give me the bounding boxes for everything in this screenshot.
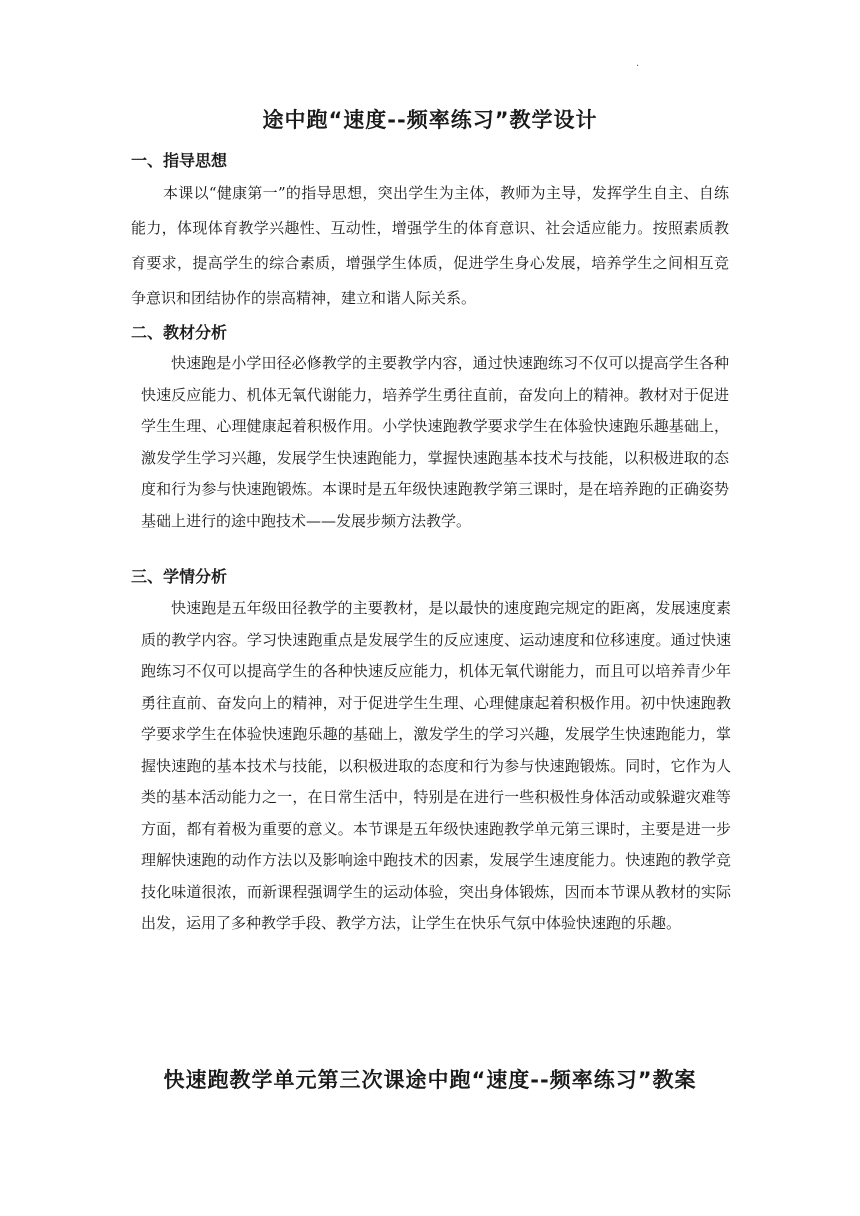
document-title: 途中跑“速度--频率练习”教学设计 (262, 108, 598, 132)
section-heading-guiding-ideology: 一、指导思想 (131, 151, 228, 170)
section-heading-material-analysis: 二、教材分析 (131, 323, 228, 342)
section-heading-student-analysis: 三、学情分析 (131, 567, 228, 586)
page-marker: . (636, 58, 640, 69)
section-paragraph-student-analysis: 快速跑是五年级田径教学的主要教材，是以最快的速度跑完规定的距离，发展速度素质的教学内容。学习快速跑重点是发展学生的反应速度、运动速度和位移速度。通过快速跑练习不仅可以提高学生的各种快速反应能力，机体无氧代谢能力，而且可以培养青少年勇往直前、奋发向上的精神，对于促进学生生理、心理健康起着积极作用。初中快速跑教学要求学生在体验快速跑乐趣的基础上，激发学生的学习兴趣，发展学生快速跑能力，掌握快速跑的基本技术与技能，以积极进取的态度和行为参与快速跑锻炼。同时，它作为人类的基本活动能力之一，在日常生活中，特别是在进行一些积极性身体活动或躲避灾难等方面，都有着极为重要的意义。本节课是五年级快速跑教学单元第三课时，主要是进一步理解快速跑的动作方法以及影响途中跑技术的因素，发展学生速度能力。快速跑的教学竞技化味道很浓，而新课程强调学生的运动体验，突出身体锻炼，因而本节课从教材的实际出发，运用了多种教学手段、教学方法，让学生在快乐气氛中体验快速跑的乐趣。 (141, 599, 731, 932)
section-paragraph-guiding-ideology: 本课以“健康第一”的指导思想，突出学生为主体，教师为主导，发挥学生自主、自练能力，体现体育教学兴趣性、互动性，增强学生的体育意识、社会适应能力。按照素质教育要求，提高学生的综合素质，增强学生体质，促进学生身心发展，培养学生之间相互竞争意识和团结协作的崇高精神，建立和谐人际关系。 (131, 184, 729, 307)
lesson-plan-title: 快速跑教学单元第三次课途中跑“速度--频率练习”教案 (163, 1068, 697, 1092)
section-paragraph-material-analysis: 快速跑是小学田径必修教学的主要教学内容，通过快速跑练习不仅可以提高学生各种快速反应能力、机体无氧代谢能力，培养学生勇往直前，奋发向上的精神。教材对于促进学生生理、心理健康起着积极作用。小学快速跑教学要求学生在体验快速跑乐趣基础上，激发学生学习兴趣，发展学生快速跑能力，掌握快速跑基本技术与技能，以积极进取的态度和行为参与快速跑锻炼。本课时是五年级快速跑教学第三课时，是在培养跑的正确姿势基础上进行的途中跑技术——发展步频方法教学。 (141, 354, 729, 530)
